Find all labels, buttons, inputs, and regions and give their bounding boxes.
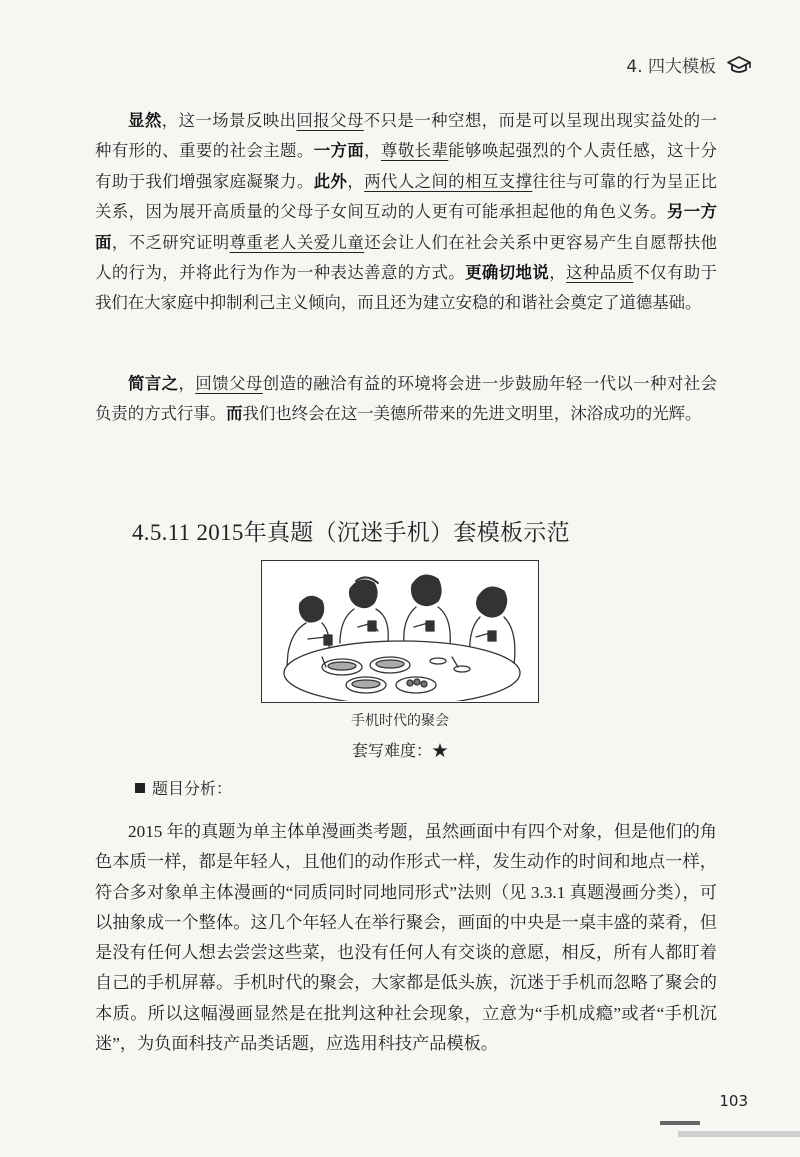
text-span: 还会让人们在社会关系中更容易产生自愿帮扶他人的行为，并将此行为作为一种表达善意的方式。 — [95, 232, 718, 283]
footer-decoration — [678, 1131, 800, 1137]
dinner-party-cartoon — [262, 561, 537, 701]
text-span: 能够唤起强烈的个人责任感，这十分有助于我们增强家庭凝聚力。 — [95, 141, 718, 191]
underlined-phrase: 这种品质 — [566, 263, 634, 283]
analysis-heading-text: 题目分析： — [152, 779, 233, 798]
essay-paragraph-2 — [95, 369, 717, 430]
illustration-caption: 手机时代的聚会 — [351, 713, 449, 729]
underlined-phrase: 尊敬长辈 — [381, 141, 449, 161]
cartoon-illustration — [261, 560, 539, 703]
chapter-header — [626, 52, 752, 77]
transition-phrase: 简言之 — [128, 374, 179, 393]
section-heading: 4.5.11 2015年真题（沉迷手机）套模板示范 — [132, 520, 570, 545]
star-icon: ★ — [432, 741, 449, 760]
text-span: ，这一场景反映出 — [161, 111, 297, 130]
analysis-paragraph: 2015 年的真题为单主体单漫画类考题，虽然画面中有四个对象，但是他们的角色本质一样，都是年轻人，且他们的动作形式一样，发生动作的时间和地点一样，符合多对象单主体漫画的“同质同时同地同形式”法则（见 3.3.1 真题漫画分类），可以抽象成一个整体。这几个年轻人在举行聚会，画面的中央是一桌丰盛的菜肴，但是没有任何人想去尝尝这些菜，也没有任何人有交谈的意愿，相反，所有人都盯着自己的手机屏幕。手机时代的聚会，大家都是低头族，沉迷于手机而忽略了聚会的本质。所以这幅漫画显然是在批判这种社会现象，立意为“手机成瘾”或者“手机沉迷”，为负面科技产品类话题，应选用科技产品模板。 — [95, 822, 717, 1054]
underlined-phrase: 回馈父母 — [195, 374, 263, 393]
essay-paragraph-1 — [95, 106, 717, 319]
analysis-heading — [135, 776, 232, 799]
underlined-phrase: 回报父母 — [296, 111, 364, 130]
transition-phrase: 此外 — [313, 171, 348, 191]
difficulty-rating — [0, 738, 800, 761]
text-span: 往往与可靠的行为呈正比关系，因为展开高质量的父母子女间互动的人更有可能承担起他的角色义务。 — [95, 171, 718, 222]
page-number: 103 — [719, 1092, 748, 1110]
text-span: 不只是一种空想，而是可以呈现出现实益处的一种有形的、重要的社会主题。 — [95, 111, 718, 161]
underlined-phrase: 尊重老人关爱儿童 — [229, 232, 365, 252]
transition-phrase: 而 — [226, 404, 243, 424]
text-span: 不仅有助于我们在大家庭中抑制利己主义倾向，而且还为建立安稳的和谐社会奠定了道德基础。 — [95, 263, 718, 313]
transition-phrase: 一方面 — [313, 141, 365, 161]
text-span: ，不乏研究证明 — [111, 232, 230, 252]
text-span: 创造的融洽有益的环境将会进一步鼓励年轻一代以一种对社会负责的方式行事。 — [95, 374, 718, 424]
text-span: ， — [178, 374, 196, 393]
difficulty-label: 套写难度： — [351, 741, 432, 760]
transition-phrase: 另一方面 — [95, 202, 718, 252]
transition-phrase: 显然 — [128, 111, 162, 130]
text-span: 我们也终会在这一美德所带来的先进文明里，沐浴成功的光辉。 — [242, 404, 702, 424]
transition-phrase: 更确切地说 — [465, 263, 550, 283]
chapter-label: 4. 四大模板 — [626, 57, 716, 77]
footer-decoration — [660, 1121, 700, 1125]
text-span: ， — [347, 171, 365, 191]
text-span: ， — [549, 263, 567, 283]
text-span: ， — [364, 141, 381, 161]
underlined-phrase: 两代人之间的相互支撑 — [364, 171, 533, 191]
graduation-cap-icon — [726, 55, 752, 75]
square-bullet-icon — [135, 783, 145, 793]
